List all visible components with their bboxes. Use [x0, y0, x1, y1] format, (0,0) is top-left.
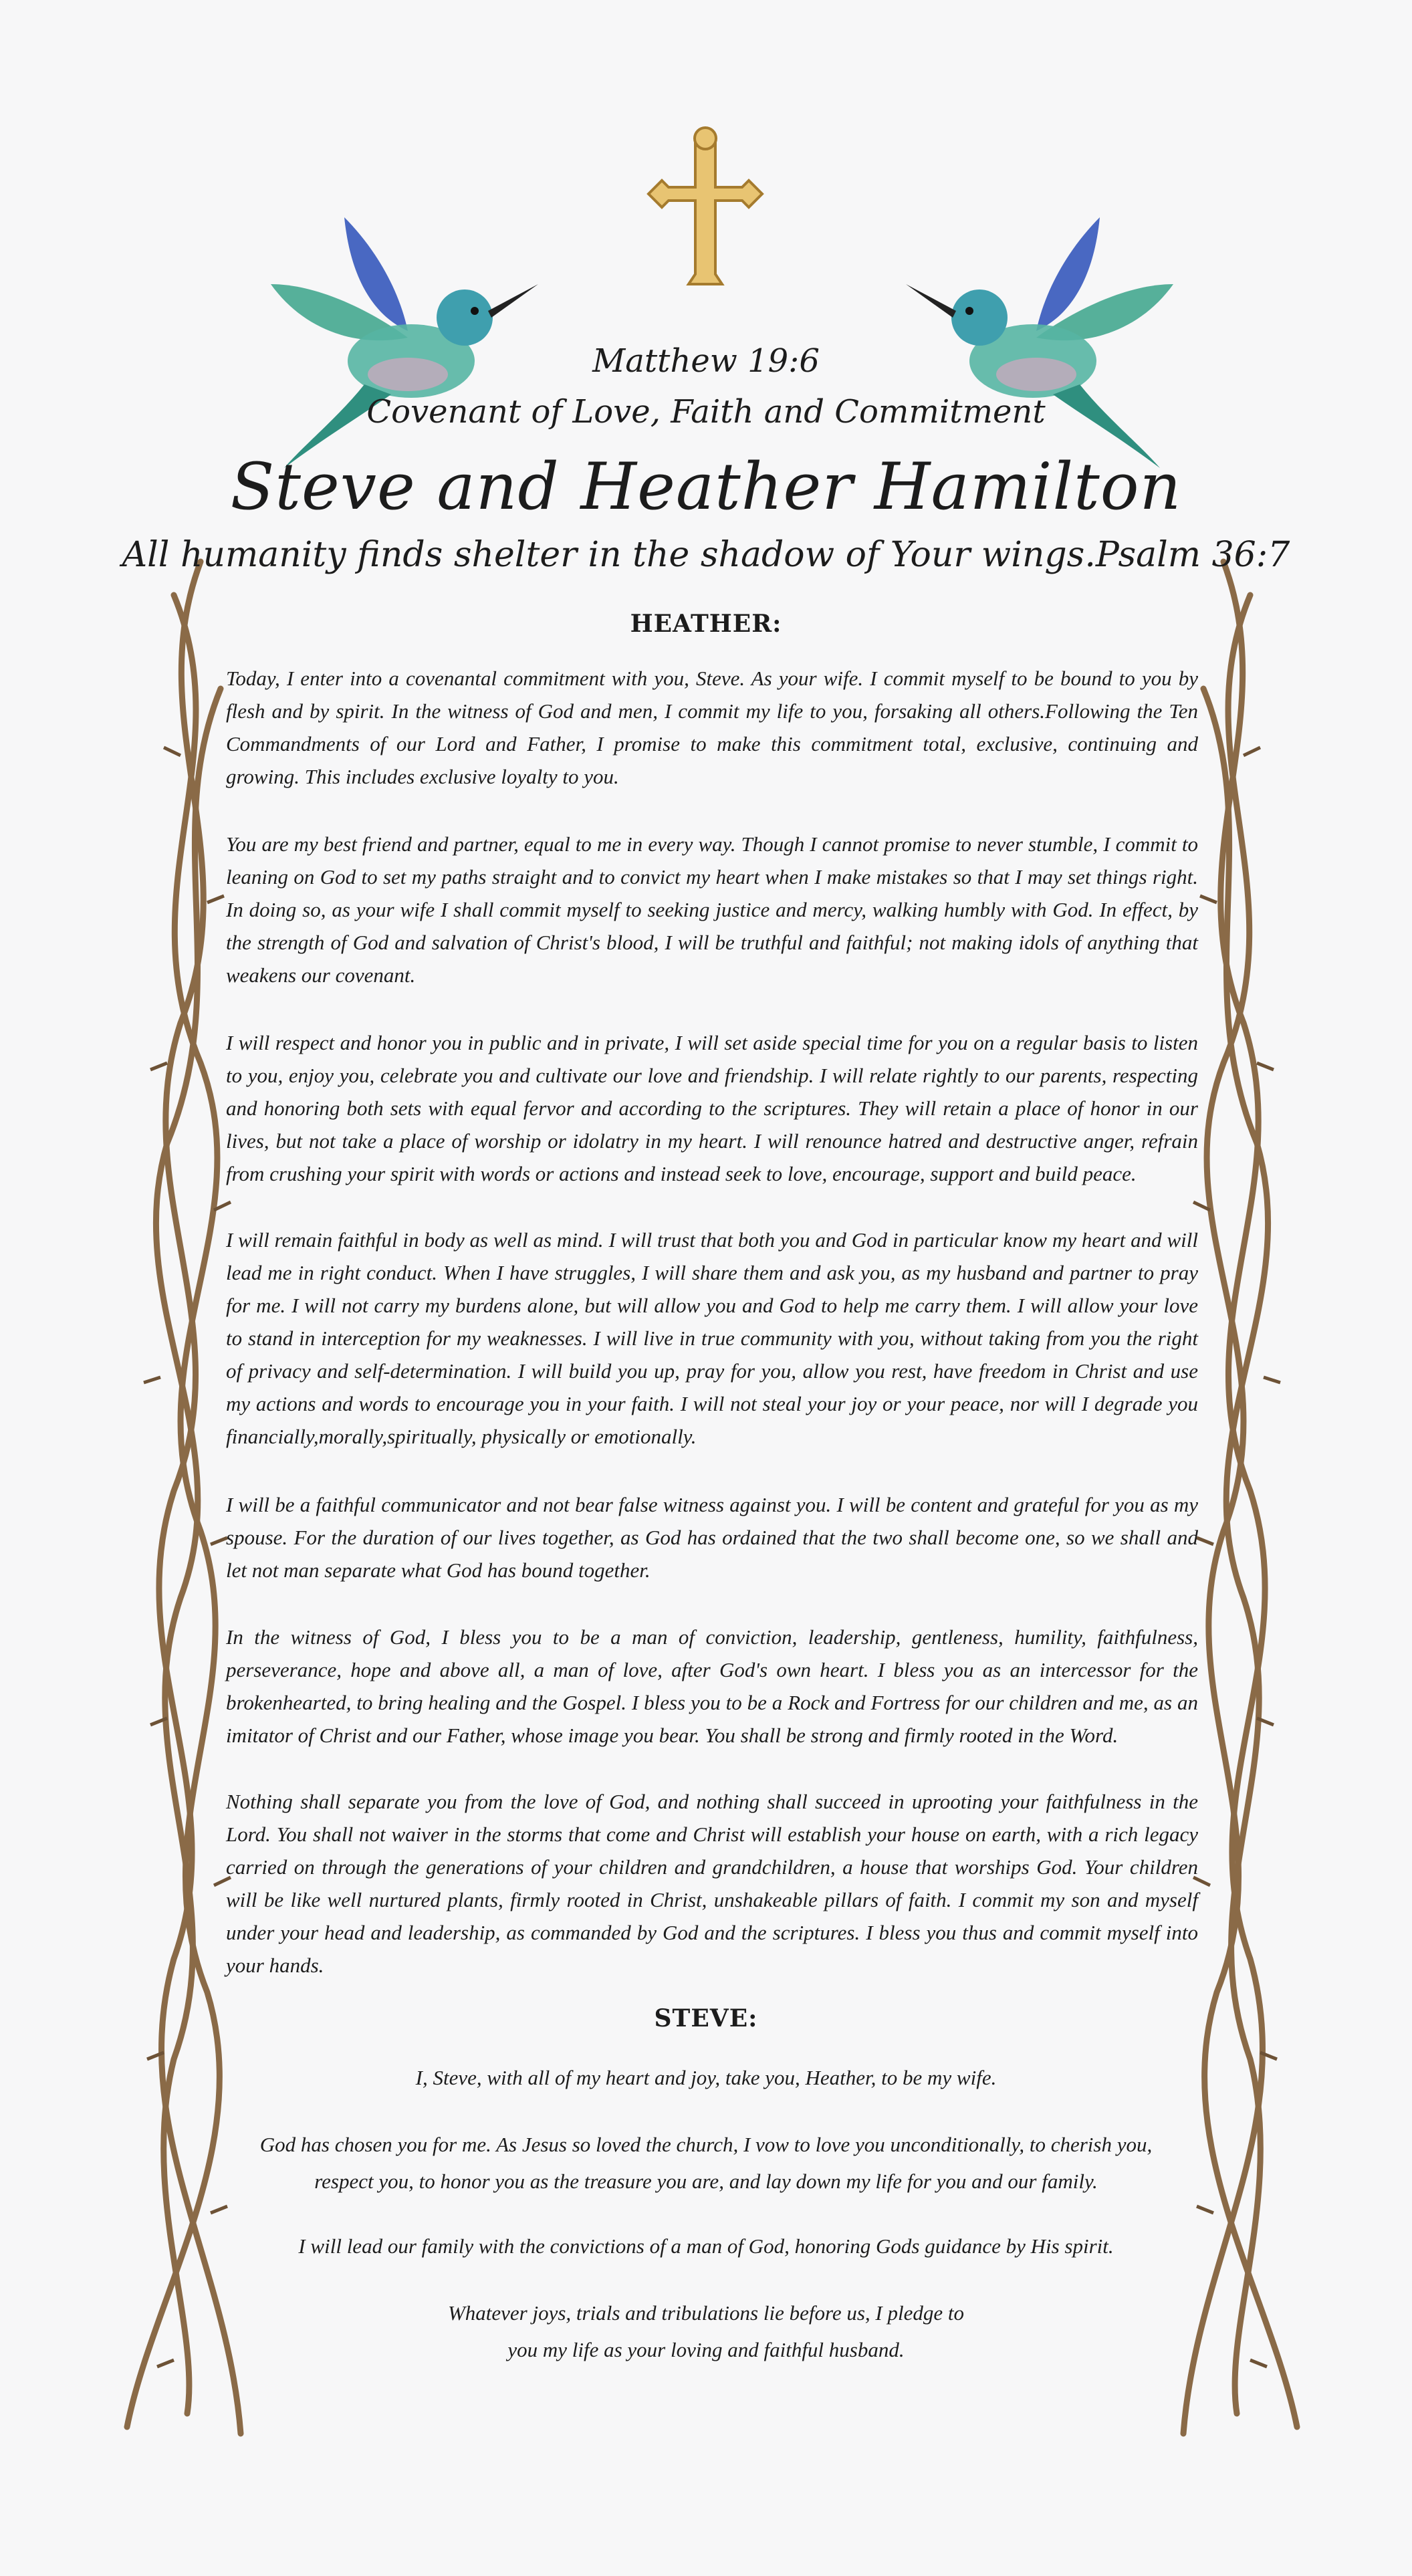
steve-paragraph: I will lead our family with the convictions of a man of God, honoring Gods guidance by His spirit.: [298, 2234, 1114, 2258]
hummingbird-icon: [899, 204, 1180, 471]
scripture-reference: Matthew 19:6: [592, 342, 820, 380]
heather-paragraph: I will be a faithful communicator and not bear false witness against you. I will be content and grateful for you as my spouse. For the duration of our lives together, as God has ordained that the two shall become one, so we shall and let not man separate what God has bound together.: [226, 1493, 1198, 1582]
steve-heading: STEVE:: [654, 2004, 758, 2032]
heather-paragraph: I will remain faithful in body as well as mind. I will trust that both you and God in particular know my heart and will lead me in right conduct. When I have struggles, I will share them and ask you, as my husband and partner to pray for me. I will not carry my burdens alone, but will allow you and God to help me carry them. I will allow your love to stand in interception for my weaknesses. I will live in true community with you, without taking from you the right of privacy and self-determination. I will build you up, pray for you, allow you rest, have freedom in Christ and use my actions and words to encourage you in your faith. I will not steal your joy or your peace, nor will I degrade you financially,morally,spiritually, physically or emotionally.: [226, 1228, 1198, 1448]
heather-paragraph: You are my best friend and partner, equal to me in every way. Though I cannot promise to never stumble, I commit to leaning on God to set my paths straight and to convict my heart when I make mistakes so that I may set things right. In doing so, as your wife I shall commit myself to seeking justice and mercy, walking humbly with God. In effect, by the strength of God and salvation of Christ's blood, I will be truthful and faithful; not making idols of anything that weakens our covenant.: [226, 832, 1198, 987]
covenant-title: Covenant of Love, Faith and Commitment: [366, 393, 1046, 431]
heather-paragraph: Today, I enter into a covenantal commitment with you, Steve. As your wife. I commit myself to be bound to you by flesh and by spirit. In the witness of God and men, I commit my life to you, forsaking all others.Following the Ten Commandments of our Lord and Father, I promise to make this commitment total, exclusive, continuing and growing. This includes exclusive loyalty to you.: [226, 667, 1198, 788]
tagline: All humanity finds shelter in the shadow of Your wings.Psalm 36:7: [122, 535, 1290, 575]
heather-paragraph: Nothing shall separate you from the love of God, and nothing shall succeed in uprooting your faithfulness in the Lord. You shall not waiver in the storms that come and Christ will establish your house on earth, with a rich legacy carried on through the generations of your children and grandchildren, a house that worships God. Your children will be like well nurtured plants, firmly rooted in Christ, unshakeable pillars of faith. I commit my son and myself under your head and leadership, as commanded by God and the scriptures. I bless you thus and commit myself into your hands.: [226, 1790, 1198, 1977]
heather-paragraph: I will respect and honor you in public and in private, I will set aside special time for you on a regular basis to listen to you, enjoy you, celebrate you and cultivate our love and friendship. I will relate rightly to our parents, respecting and honoring both sets with equal fervor and according to the scriptures. They will retain a place of honor in our lives, but not take a place of worship or idolatry in my heart. I will renounce hatred and destructive anger, refrain from crushing your spirit with words or actions and instead seek to love, encourage, support and build peace.: [226, 1031, 1198, 1185]
steve-paragraph: Whatever joys, trials and tribulations lie before us, I pledge to you my life as your loving and faithful husband.: [447, 2301, 965, 2361]
couple-names: Steve and Heather Hamilton: [230, 449, 1182, 524]
steve-paragraph: God has chosen you for me. As Jesus so loved the church, I vow to love you unconditionally, to cherish you, respect you, to honor you as the treasure you are, and lay down my life for you and our family.: [259, 2133, 1153, 2193]
steve-paragraph: I, Steve, with all of my heart and joy, take you, Heather, to be my wife.: [415, 2066, 997, 2089]
hummingbird-icon: [264, 204, 545, 471]
heather-heading: HEATHER:: [630, 610, 782, 638]
heather-paragraph: In the witness of God, I bless you to be a man of conviction, leadership, gentleness, humility, faithfulness, perseverance, hope and above all, a man of love, after God's own heart. I bless you as an intercessor for the brokenhearted, to bring healing and the Gospel. I bless you to be a Rock and Fortress for our children and me, as an imitator of Christ and our Father, whose image you bear. You shall be strong and firmly rooted in the Word.: [226, 1625, 1198, 1747]
cross-icon: [642, 124, 769, 291]
